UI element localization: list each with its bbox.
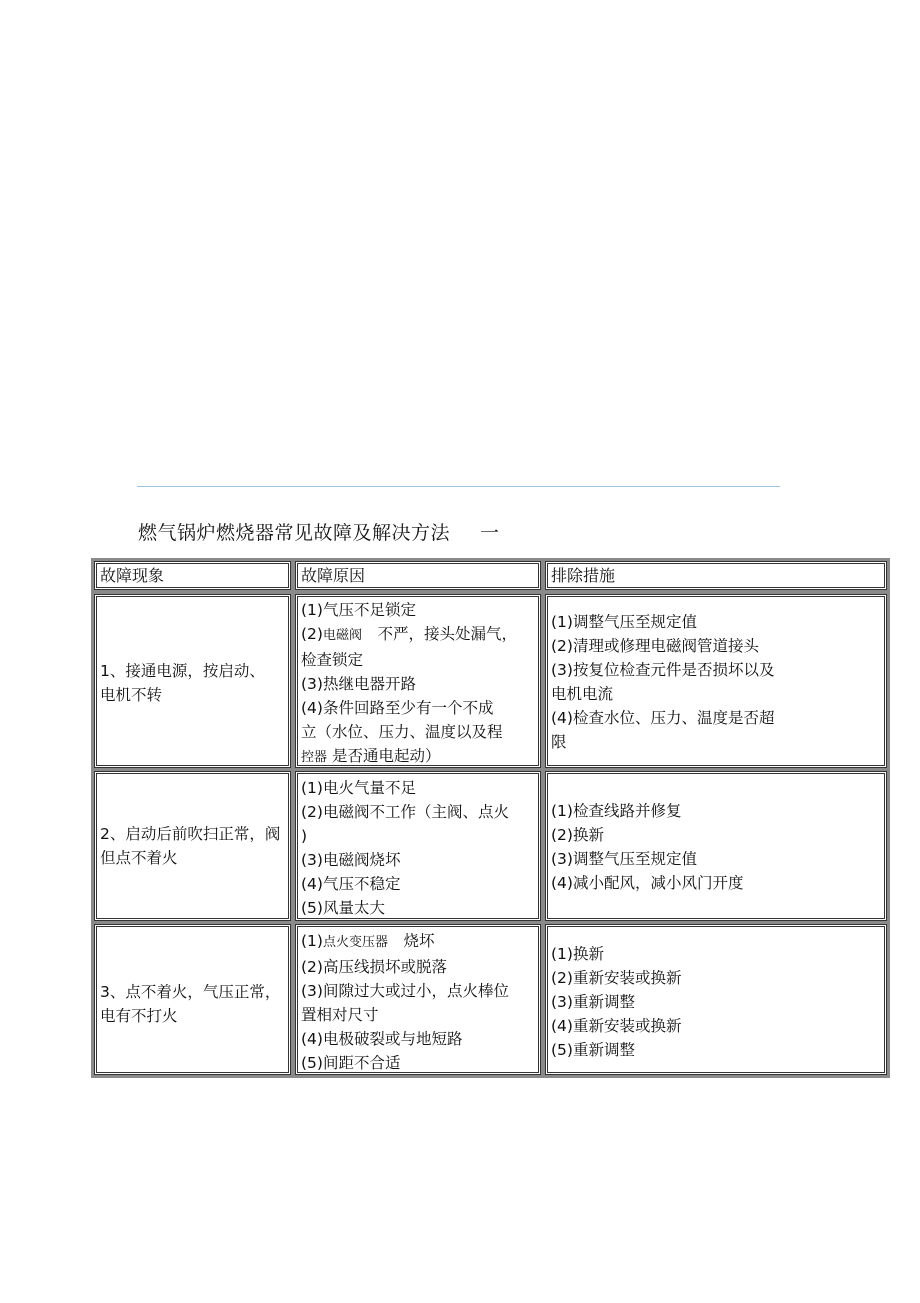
header-measure: 排除措施 [545,561,887,590]
cause-line: (3)电磁阀烧坏 [301,851,401,869]
cause-line: (4)电极破裂或与地短路 [301,1030,463,1048]
cause-line: (2)高压线损坏或脱落 [301,958,447,976]
table-row-1-causes [295,594,541,768]
cause-line: (2)电磁阀 不严，接头处漏气， [301,625,517,643]
cause-line: 置相对尺寸 [301,1006,379,1024]
cause-line: (1)气压不足锁定 [301,601,416,619]
cause-line: (5)间距不合适 [301,1054,401,1072]
table-row-2-causes [295,771,541,921]
table-row-3-symptom: 3、点不着火，气压正常， 电有不打火 [94,924,291,1075]
cause-line: (2)电磁阀不工作（主阀、点火 [301,803,509,821]
header-symptom: 故障现象 [94,561,291,590]
header-cause: 故障原因 [295,561,541,590]
cause-line: (1)电火气量不足 [301,779,416,797]
table-row-3-causes [295,924,541,1075]
cause-line: 检查锁定 [301,651,364,669]
cause-line: ) [301,827,308,845]
cause-line: 控器 是否通电起动） [301,747,441,765]
cause-line: (4)条件回路至少有一个不成 [301,699,494,717]
cause-line: (4)气压不稳定 [301,875,401,893]
cause-line: (5)风量太大 [301,899,385,917]
table-row-1-symptom: 1、接通电源，按启动、 电机不转 [94,594,291,768]
cause-line: (1)点火变压器 烧坏 [301,932,435,950]
table-row-3-measures: (1)换新 (2)重新安装或换新 (3)重新调整 (4)重新安装或换新 (5)重新调整 [545,924,887,1075]
fault-table [91,558,890,1078]
title-suffix: 一 [480,522,500,544]
page-title: 燃气锅炉燃烧器常见故障及解决方法 一 [138,518,500,545]
cause-line: (3)间隙过大或过小，点火棒位 [301,982,509,1000]
table-row-2-symptom: 2、启动后前吹扫正常，阀 但点不着火 [94,771,291,921]
table-row-2-measures: (1)检查线路并修复 (2)换新 (3)调整气压至规定值 (4)减小配风，减小风门开度 [545,771,887,921]
horizontal-rule [137,486,780,487]
cause-line: 立（水位、压力、温度以及程 [301,723,503,741]
cause-line: (3)热继电器开路 [301,675,416,693]
table-row-1-measures: (1)调整气压至规定值 (2)清理或修理电磁阀管道接头 (3)按复位检查元件是否损坏以及 电机电流 (4)检查水位、压力、温度是否超 限 [545,594,887,768]
